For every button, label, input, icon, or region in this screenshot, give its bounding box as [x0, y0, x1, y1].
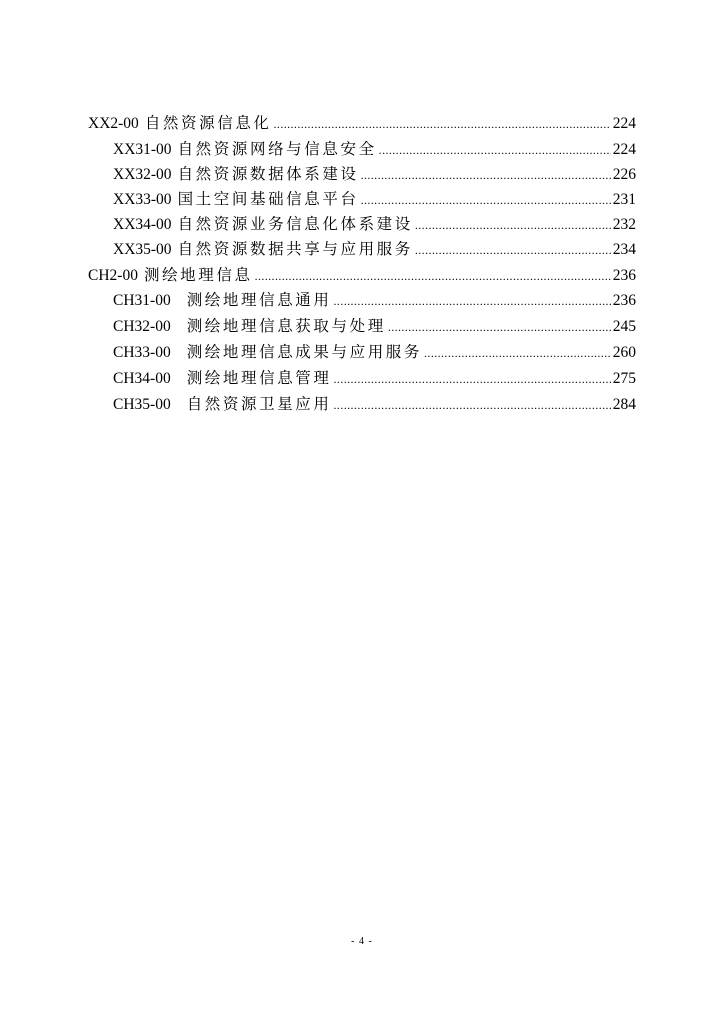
toc-entry-code: CH32-00	[113, 318, 171, 335]
toc-entry-title: 自然资源网络与信息安全	[177, 141, 377, 158]
toc-entry[interactable]	[113, 366, 636, 392]
toc-entry-page: 224	[612, 141, 636, 158]
toc-entry-title: 测绘地理信息通用	[186, 292, 332, 309]
toc-dot-leader	[274, 111, 611, 137]
toc-entry-page: 236	[612, 267, 636, 284]
toc-entry-page: 245	[612, 318, 636, 335]
toc-entry-code: XX35-00	[113, 241, 172, 258]
toc-dot-leader	[415, 237, 611, 263]
toc-entry-page: 260	[612, 344, 636, 361]
toc-entry[interactable]	[113, 187, 636, 213]
toc-entry-title: 国土空间基础信息平台	[177, 191, 359, 208]
toc-entry[interactable]	[113, 288, 636, 314]
toc-entry-page: 236	[612, 292, 636, 309]
toc-entry[interactable]	[88, 263, 636, 289]
toc-entry-title: 自然资源数据体系建设	[177, 166, 359, 183]
page-number: - 4 -	[351, 936, 373, 947]
toc-entry-title: 测绘地理信息获取与处理	[186, 318, 386, 335]
toc-entry-code: CH35-00	[113, 396, 171, 413]
toc-entry[interactable]	[88, 111, 636, 137]
toc-entry-title: 自然资源业务信息化体系建设	[177, 216, 413, 233]
toc-entry-code: XX31-00	[113, 141, 172, 158]
toc-entry[interactable]	[113, 137, 636, 163]
toc-entry-code: XX2-00	[88, 115, 139, 132]
toc-entry-title: 测绘地理信息	[143, 267, 253, 284]
toc-entry-code: CH34-00	[113, 370, 171, 387]
toc-entry-code: CH33-00	[113, 344, 171, 361]
toc-entry-title: 测绘地理信息成果与应用服务	[186, 344, 423, 361]
toc-entry-page: 231	[612, 191, 636, 208]
toc-dot-leader	[361, 162, 611, 188]
toc-dot-leader	[388, 314, 611, 340]
toc-dot-leader	[334, 288, 611, 314]
toc-entry-title: 自然资源信息化	[144, 115, 272, 132]
toc-entry-page: 224	[612, 115, 636, 132]
toc-dot-leader	[334, 392, 611, 418]
toc-entry[interactable]	[113, 392, 636, 418]
toc-entry[interactable]	[113, 162, 636, 188]
toc-entry-code: XX32-00	[113, 166, 172, 183]
toc-entry-title: 自然资源数据共享与应用服务	[177, 241, 413, 258]
toc-entry[interactable]	[113, 212, 636, 238]
toc-entry-code: CH31-00	[113, 292, 171, 309]
toc-dot-leader	[424, 340, 611, 366]
toc-entry[interactable]	[113, 237, 636, 263]
toc-entry-page: 284	[612, 396, 636, 413]
toc-entry-title: 测绘地理信息管理	[186, 370, 332, 387]
toc-dot-leader	[334, 366, 611, 392]
toc-entry-code: CH2-00	[88, 267, 138, 284]
toc-entry-page: 226	[612, 166, 636, 183]
toc-entry[interactable]	[113, 340, 636, 366]
toc-dot-leader	[379, 137, 611, 163]
toc-entry-page: 234	[612, 241, 636, 258]
toc-entry-page: 275	[612, 370, 636, 387]
toc-entry-title: 自然资源卫星应用	[186, 396, 332, 413]
toc-entry-code: XX34-00	[113, 216, 172, 233]
toc-dot-leader	[415, 212, 611, 238]
toc-dot-leader	[255, 263, 611, 289]
toc-dot-leader	[361, 187, 611, 213]
toc-entry-page: 232	[612, 216, 636, 233]
toc-entry-code: XX33-00	[113, 191, 172, 208]
toc-entry[interactable]	[113, 314, 636, 340]
